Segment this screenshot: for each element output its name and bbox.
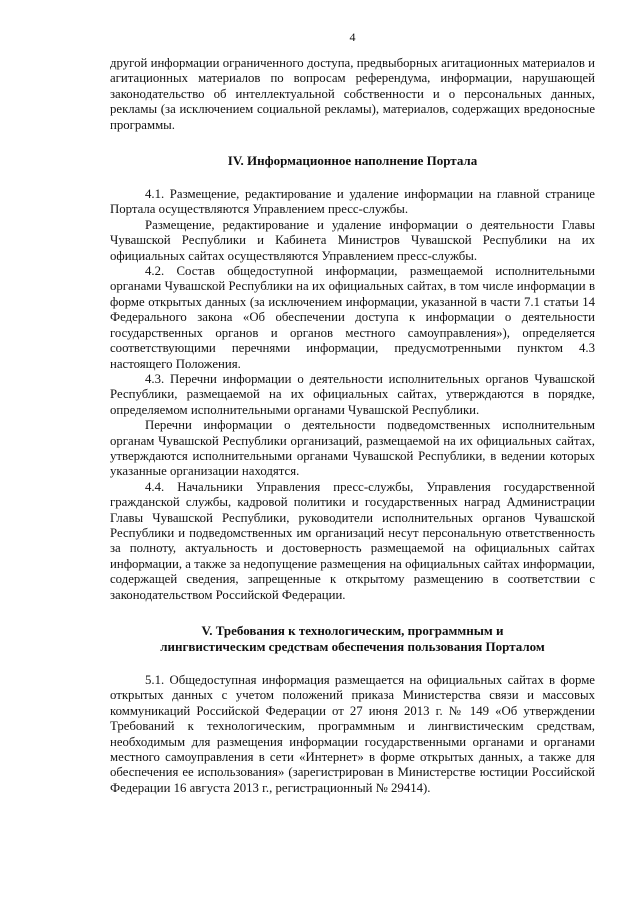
paragraph-4-3: 4.3. Перечни информации о деятельности исполнительных органов Чувашской Республики, размещаемой на их официальных сайтах, утверждаются в порядке, определяемом исполнительными органами Чувашской Республики. (110, 371, 595, 417)
paragraph-5-1: 5.1. Общедоступная информация размещается на официальных сайтах в форме открытых данных с учетом положений приказа Министерства связи и массовых коммуникаций Российской Федерации от 27 июня 2013 г. № 149 «Об утверждении Требований к технологическим, программным и лингвистическим средствам, необходимым для размещения информации государственными органами и органами местного самоуправления в сети «Интернет» в форме открытых данных, а также для обеспечения ее использования» (зарегистрирован в Министерстве юстиции Российской Федерации 16 августа 2013 г., регистрационный № 29414). (110, 673, 595, 795)
page-number: 4 (349, 30, 356, 44)
paragraph-4-4: 4.4. Начальники Управления пресс-службы, Управления государственной гражданской службы, кадровой политики и государственных наград Администрации Главы Чувашской Республики, руководители исполнительных органов Чувашской Республики и подведомственных им организаций несут персональную ответственность за полноту, актуальность и достоверность размещаемой на официальных сайтах информации, а также за недопущение размещения на официальных сайтах информации, содержащей сведения, запрещенные к открытому размещению в соответствии с законодательством Российской Федерации. (110, 479, 595, 602)
section-4-title: IV. Информационное наполнение Портала (227, 153, 478, 169)
document-page (110, 30, 595, 796)
intro-paragraph: другой информации ограниченного доступа, предвыборных агитационных материалов и агитационных материалов по вопросам референдума, информации, нарушающей законодательство об интеллектуальной собственности и о персональных данных, рекламы (за исключением социальной рекламы), материалов, содержащих вредоносные программы. (110, 56, 595, 132)
paragraph-4-3-b: Перечни информации о деятельности подведомственных исполнительным органам Чувашской Республики организаций, размещаемой на их официальных сайтах, утверждаются исполнительными органами Чувашской Республики, в ведении которых указанные организации находятся. (110, 418, 595, 479)
section-5-title: V. Требования к технологическим, программным и лингвистическим средствам обеспечения пользования Порталом (160, 623, 545, 654)
paragraph-4-1: 4.1. Размещение, редактирование и удаление информации на главной странице Портала осуществляются Управлением пресс-службы. (110, 187, 595, 217)
paragraph-4-2: 4.2. Состав общедоступной информации, размещаемой исполнительными органами Чувашской Республики на их официальных сайтах, в том числе информации в форме открытых данных (за исключением информации, указанной в части 7.1 статьи 14 Федерального закона «Об обеспечении доступа к информации о деятельности государственных органов и органов местного самоуправления»), определяется соответствующими перечнями информации, предусмотренными пунктом 4.3 настоящего Положения. (110, 264, 595, 371)
paragraph-4-1-b: Размещение, редактирование и удаление информации о деятельности Главы Чувашской Республики и Кабинета Министров Чувашской Республики на их официальных сайтах осуществляются Управлением пресс-службы. (110, 217, 595, 263)
